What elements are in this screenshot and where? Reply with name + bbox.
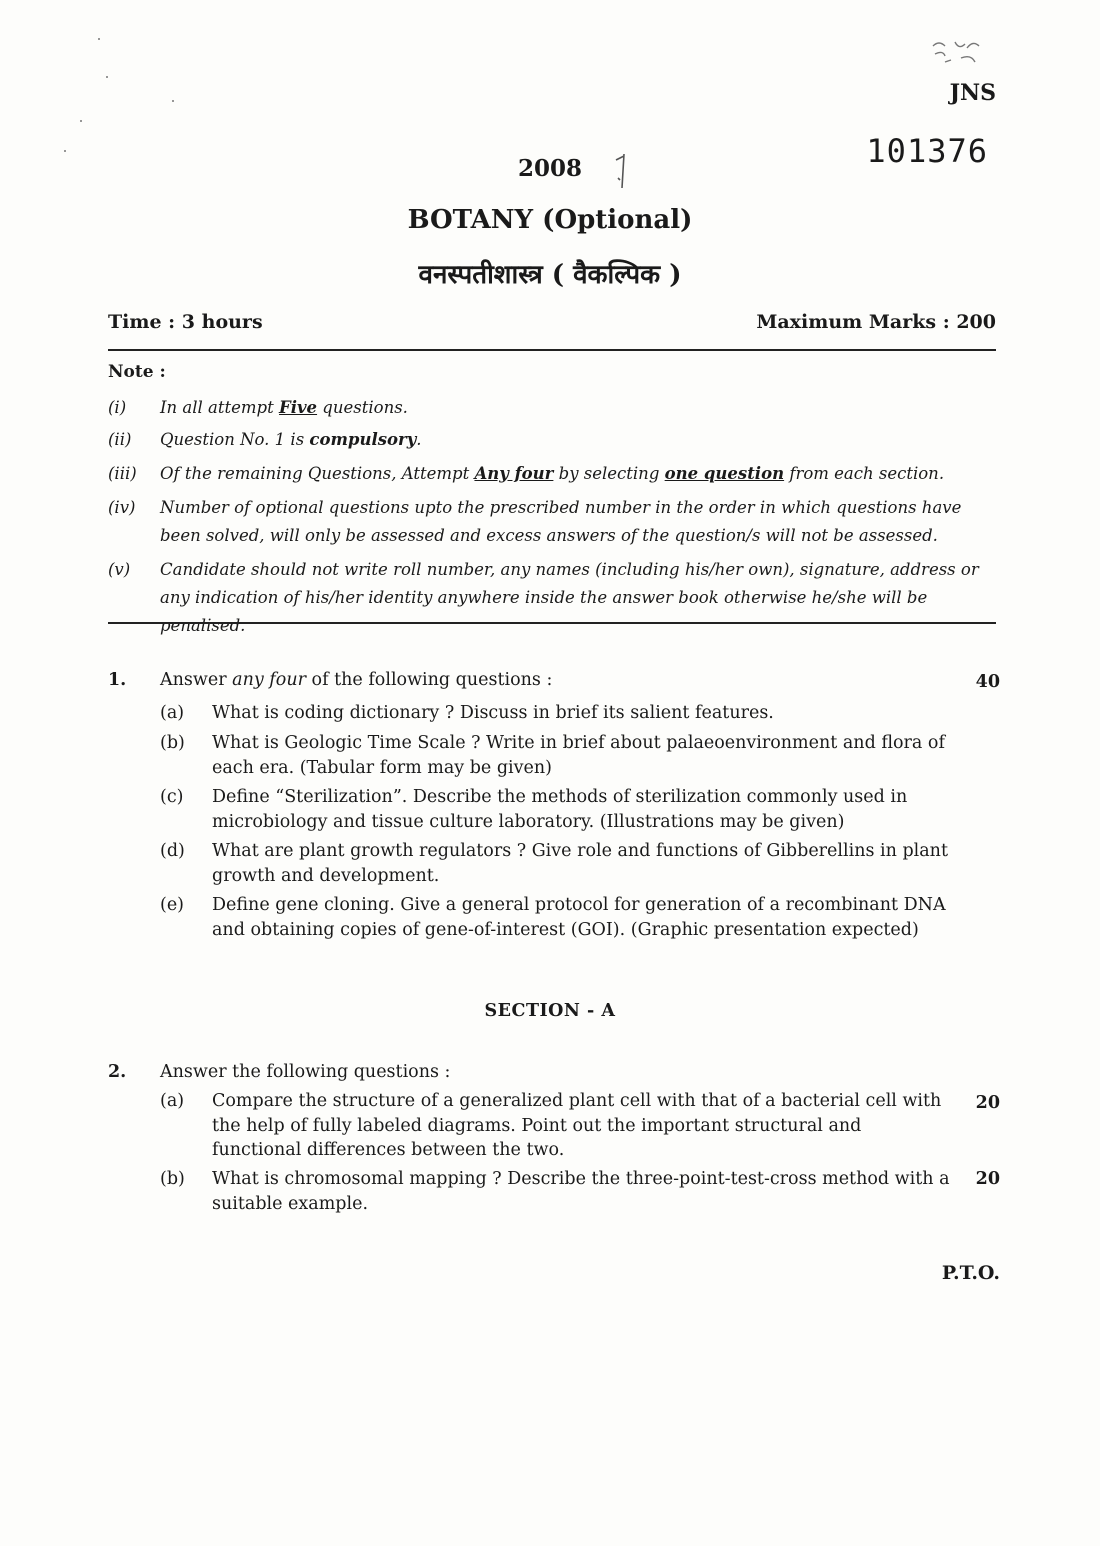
question-number: 1. <box>108 670 127 690</box>
note-emphasis: one question <box>664 464 785 483</box>
serial-number: 101376 <box>866 132 988 170</box>
sub-question-label: (b) <box>160 1169 185 1189</box>
note-item <box>108 394 1000 422</box>
note-text: . <box>416 430 422 449</box>
note-text: questions. <box>317 398 408 417</box>
note-emphasis: Any four <box>474 464 554 483</box>
note-text: Of the remaining Questions, Attempt <box>160 464 475 483</box>
page-turn-over: P.T.O. <box>941 1262 1000 1284</box>
question-text: Answer <box>160 670 233 690</box>
note-text: Number of optional questions upto the prescribed number in the order in which questions have been solved, will only be assessed and excess answers of the question/s will not be assessed. <box>160 498 962 545</box>
paper-code: JNS <box>949 80 996 106</box>
exam-year: 2008 <box>517 155 582 182</box>
sub-question <box>160 731 950 780</box>
pen-mark <box>612 150 632 192</box>
note-item <box>108 494 1000 550</box>
note-number: (v) <box>108 560 131 579</box>
sub-question-text: What is chromosomal mapping ? Describe the three-point-test-cross method with a suitable example. <box>212 1169 950 1214</box>
question-marks: 40 <box>975 672 1000 692</box>
note-heading: Note : <box>108 362 166 382</box>
sub-question-text: Define “Sterilization”. Describe the methods of sterilization commonly used in microbiology and tissue culture laboratory. (Illustrations may be given) <box>212 787 908 832</box>
note-text: by selecting <box>553 464 665 483</box>
sub-question-text: What is Geologic Time Scale ? Write in brief about palaeoenvironment and flora of each era. (Tabular form may be given) <box>212 733 945 778</box>
scan-speck <box>80 120 82 122</box>
sub-question-label: (a) <box>160 703 185 723</box>
paper-title: BOTANY (Optional) <box>407 205 693 235</box>
question-heading: Answer the following questions : <box>160 1062 451 1082</box>
sub-question-text: Compare the structure of a generalized plant cell with that of a bacterial cell with the help of fully labeled diagrams. Point out the important structural and functional differences between the two. <box>212 1091 942 1160</box>
sub-question-marks: 20 <box>975 1093 1000 1113</box>
scan-speck <box>64 150 66 152</box>
sub-question-label: (a) <box>160 1091 185 1111</box>
sub-question-label: (d) <box>160 841 185 861</box>
scan-speck <box>106 76 108 78</box>
scan-speck <box>98 38 100 40</box>
sub-question <box>160 893 950 942</box>
note-emphasis: compulsory <box>309 430 417 449</box>
sub-question-label: (c) <box>160 787 184 807</box>
sub-question-text: What are plant growth regulators ? Give role and functions of Gibberellins in plant growth and development. <box>212 841 948 886</box>
note-text: Candidate should not write roll number, any names (including his/her own), signature, address or any indication of his/her identity anywhere inside the answer book otherwise he/she will be penalised. <box>160 560 979 635</box>
note-text: Question No. 1 is <box>160 430 310 449</box>
sub-question-label: (b) <box>160 733 185 753</box>
sub-question <box>160 1089 950 1163</box>
scan-speck <box>172 100 174 102</box>
sub-question <box>160 1167 950 1216</box>
paper-title-hindi: वनस्पतीशास्त्र ( वैकल्पिक ) <box>418 260 682 290</box>
question-text: of the following questions : <box>305 670 553 690</box>
sub-question <box>160 839 950 888</box>
note-number: (iv) <box>108 498 136 517</box>
exam-time: Time : 3 hours <box>108 311 263 333</box>
divider <box>108 622 996 624</box>
sub-question <box>160 785 950 834</box>
sub-question-text: Define gene cloning. Give a general protocol for generation of a recombinant DNA and obtaining copies of gene-of-interest (GOI). (Graphic presentation expected) <box>212 895 946 940</box>
sub-question-label: (e) <box>160 895 185 915</box>
maximum-marks: Maximum Marks : 200 <box>756 311 996 333</box>
note-item <box>108 460 1000 488</box>
note-text: In all attempt <box>160 398 279 417</box>
note-item <box>108 426 1000 454</box>
note-number: (iii) <box>108 464 137 483</box>
note-number: (ii) <box>108 430 132 449</box>
sub-question-text: What is coding dictionary ? Discuss in brief its salient features. <box>212 703 774 723</box>
section-heading: SECTION - A <box>484 1001 616 1021</box>
note-emphasis: Five <box>278 398 318 417</box>
note-number: (i) <box>108 398 127 417</box>
question-number: 2. <box>108 1062 127 1082</box>
sub-question <box>160 701 950 726</box>
question-emphasis: any four <box>232 670 306 690</box>
note-text: from each section. <box>784 464 945 483</box>
note-item <box>108 556 1000 640</box>
sub-question-marks: 20 <box>975 1169 1000 1189</box>
question-heading <box>160 668 552 692</box>
handwritten-scribble <box>925 32 995 72</box>
divider <box>108 349 996 351</box>
